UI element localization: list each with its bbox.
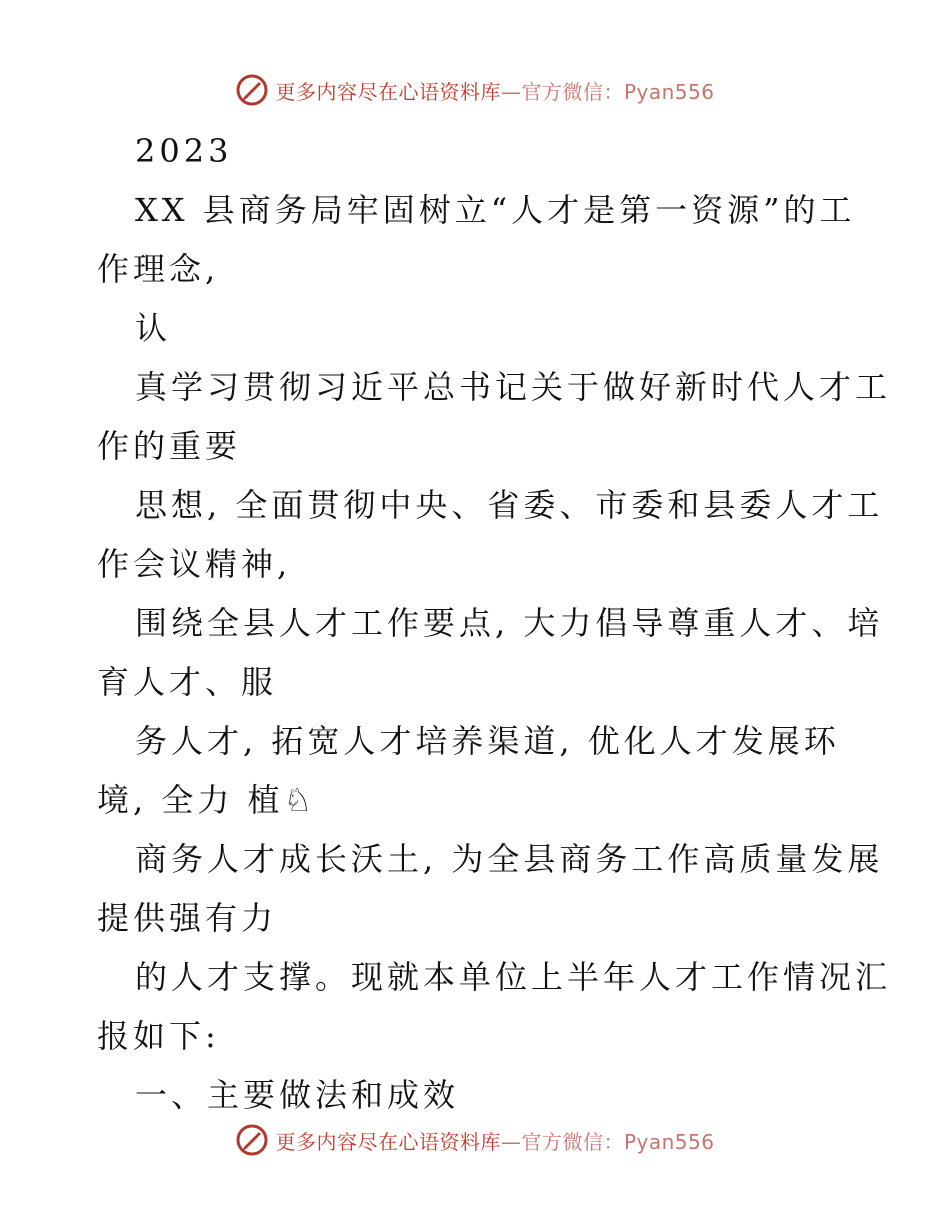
text-line: 育人才、服: [97, 663, 278, 701]
text-line: 2023: [135, 132, 233, 170]
text-line: XX 县商务局牢固树立“人才是第一资源”的工: [135, 191, 856, 229]
text-line: 的人才支撑。现就本单位上半年人才工作情况汇: [135, 958, 892, 996]
watermark-text: 更多内容尽在心语资料库—官方微信：Pyan556: [275, 1129, 715, 1154]
text-line: 务人才, 拓宽人才培养渠道, 优化人才发展环: [135, 722, 840, 760]
text-line-with-glyph: [97, 771, 867, 830]
text-line: 围绕全县人才工作要点, 大力倡导尊重人才、培: [135, 604, 884, 642]
text-line: 思想, 全面贯彻中央、省委、市委和县委人才工: [135, 486, 884, 524]
watermark-text: 更多内容尽在心语资料库—官方微信：Pyan556: [275, 79, 715, 104]
text-line: 报如下:: [97, 1017, 220, 1055]
text-line: 作理念,: [97, 250, 220, 288]
text-line: 商务人才成长沃土, 为全县商务工作高质量发展: [135, 840, 884, 878]
section-heading: 一、主要做法和成效: [135, 1076, 460, 1114]
quill-logo-icon: [235, 1123, 269, 1157]
watermark-banner-bottom: [0, 1120, 950, 1160]
watermark-banner-top: [0, 70, 950, 110]
text-line: 真学习贯彻习近平总书记关于做好新时代人才工: [135, 368, 892, 406]
text-line: 作的重要: [97, 427, 242, 465]
text-line: 提供强有力: [97, 899, 278, 937]
quill-logo-icon: [235, 73, 269, 107]
document-body: [97, 122, 892, 1125]
knight-glyph-icon: ♘: [283, 781, 317, 819]
text-line: 作会议精神,: [97, 545, 292, 583]
text-segment: 境, 全力 植: [97, 781, 284, 819]
text-line: 认: [135, 309, 172, 347]
